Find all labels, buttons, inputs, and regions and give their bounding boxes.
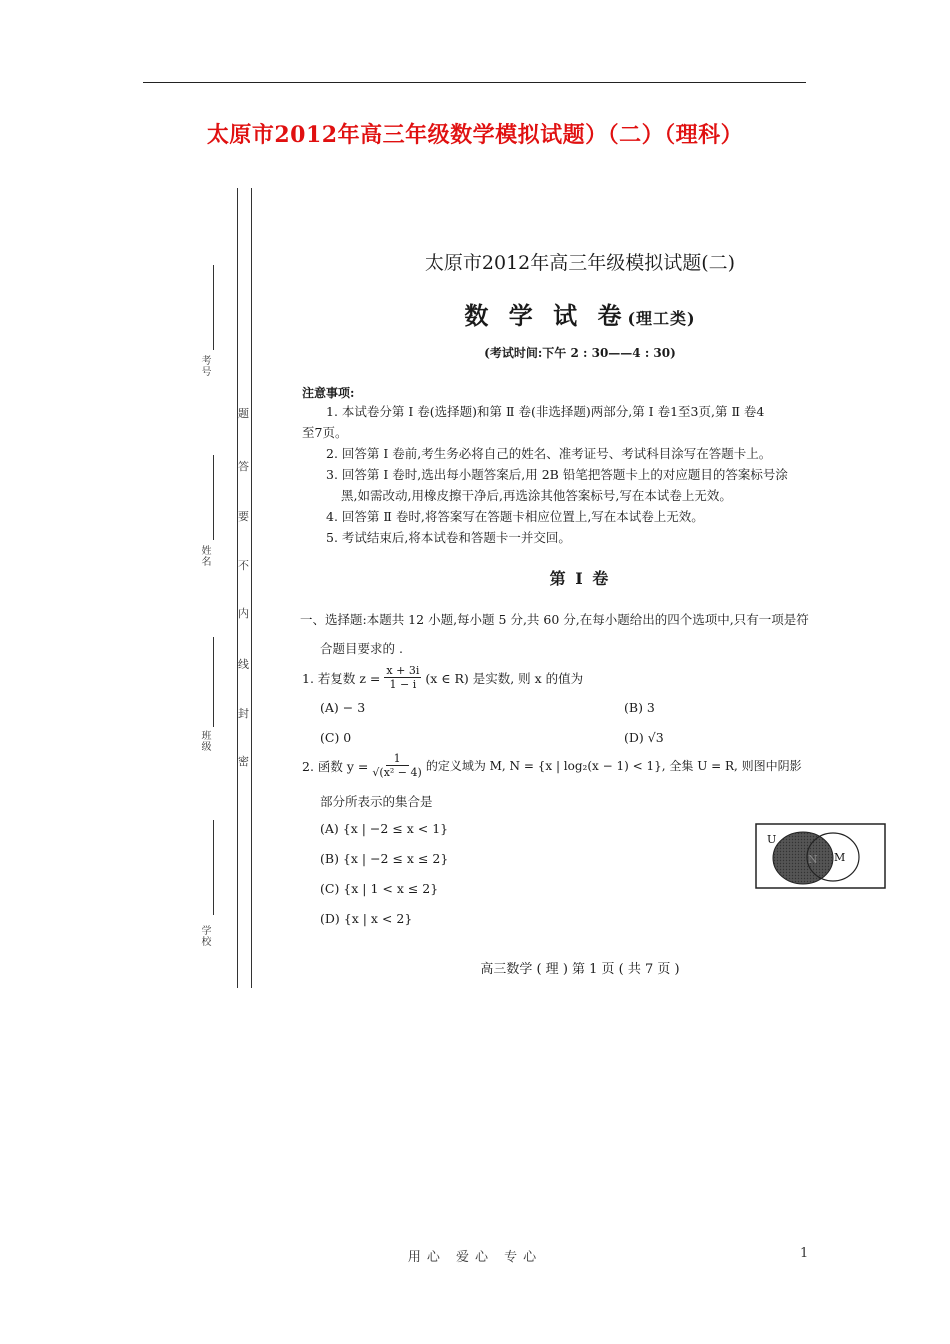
seal-char: 不: [238, 559, 249, 572]
q2-option-b: (B) {x | −2 ≤ x ≤ 2}: [320, 851, 449, 866]
q1-prefix: 1. 若复数 z =: [302, 670, 381, 686]
header-rule: [143, 82, 806, 83]
note-item: 黑,如需改动,用橡皮擦干净后,再选涂其他答案标号,写在本试卷上无效。: [341, 488, 732, 503]
q2-fraction: [372, 752, 421, 779]
q2-option-d: (D) {x | x < 2}: [320, 911, 413, 926]
margin-label-school: 学校: [199, 925, 210, 947]
margin-label-student-id: 考号: [199, 355, 210, 377]
margin-line-right: [251, 188, 252, 988]
name-blank: [213, 455, 214, 540]
q2-prefix: 2. 函数 y =: [302, 758, 369, 774]
venn-set-n: [773, 832, 833, 884]
exam-page-footer: 高三数学 ( 理 ) 第 1 页 ( 共 7 页 ): [480, 962, 680, 977]
seal-char: 封: [238, 707, 249, 720]
seal-char: 线: [238, 658, 249, 671]
q2-line2: 部分所表示的集合是: [320, 794, 433, 809]
q2-option-a: (A) {x | −2 ≤ x < 1}: [320, 821, 449, 836]
venn-m-label: M: [834, 851, 846, 864]
question-2: [302, 752, 867, 779]
note-item: 1. 本试卷分第 Ⅰ 卷(选择题)和第 Ⅱ 卷(非选择题)两部分,第 Ⅰ 卷1至3页,第 Ⅱ 卷4: [326, 404, 765, 419]
section-title: 第 Ⅰ 卷: [549, 569, 611, 588]
q2-numerator: 1: [386, 752, 409, 766]
seal-char: 题: [238, 407, 249, 420]
section-intro-cont: 合题目要求的 .: [320, 641, 403, 656]
venn-diagram: [755, 823, 886, 889]
q1-option-b: (B) 3: [624, 700, 655, 715]
class-blank: [213, 637, 214, 727]
school-blank: [213, 820, 214, 915]
page-footer: 用心 爱心 专心: [407, 1250, 543, 1265]
q1-option-c: (C) 0: [320, 730, 352, 745]
student-id-blank: [213, 265, 214, 350]
note-item: 5. 考试结束后,将本试卷和答题卡一并交回。: [326, 530, 571, 545]
q2-option-c: (C) {x | 1 < x ≤ 2}: [320, 881, 439, 896]
seal-char: 密: [238, 755, 249, 768]
margin-label-class: 班级: [199, 730, 210, 752]
page-number: 1: [800, 1246, 809, 1261]
q1-numerator: x + 3i: [386, 664, 420, 677]
q2-denominator: √(x² − 4): [372, 766, 422, 779]
note-item: 4. 回答第 Ⅱ 卷时,将答案写在答题卡相应位置上,写在本试卷上无效。: [326, 509, 704, 524]
q1-option-a: (A) − 3: [320, 700, 366, 715]
question-1: [302, 664, 583, 691]
seal-char: 内: [238, 607, 249, 620]
section-intro: 一、选择题:本题共 12 小题,每小题 5 分,共 60 分,在每小题给出的四个选项中,只有一项是符: [300, 612, 809, 627]
exam-time: (考试时间:下午 2 : 30——4 : 30): [484, 346, 676, 360]
q1-suffix: (x ∈ R) 是实数, 则 x 的值为: [425, 670, 584, 686]
notes-heading: 注意事项:: [302, 386, 355, 400]
venn-u-label: U: [767, 833, 777, 846]
margin-label-name: 姓名: [199, 545, 210, 567]
margin-line-left: [237, 188, 238, 988]
q2-suffix: 的定义域为 M, N = {x | log₂(x − 1) < 1}, 全集 U = R, 则图中阴影: [425, 759, 802, 773]
venn-n-label: N: [808, 853, 818, 866]
exam-title: 太原市2012年高三年级模拟试题(二): [424, 252, 736, 274]
seal-char: 要: [238, 510, 249, 523]
exam-subject-main: 数 学 试 卷: [464, 301, 628, 330]
seal-char: 答: [238, 460, 249, 473]
q1-denominator: 1 − i: [389, 678, 417, 691]
q1-option-d: (D) √3: [624, 730, 664, 745]
document-title: 太原市2012年高三年级数学模拟试题）（二）（理科）: [206, 122, 744, 148]
exam-subject-category: (理工类): [627, 309, 696, 328]
note-item: 至7页。: [302, 425, 348, 440]
note-item: 2. 回答第 Ⅰ 卷前,考生务必将自己的姓名、准考证号、考试科目涂写在答题卡上。: [326, 446, 772, 461]
q1-fraction: [384, 664, 421, 691]
note-item: 3. 回答第 Ⅰ 卷时,选出每小题答案后,用 2B 铅笔把答题卡上的对应题目的答案标号涂: [326, 467, 788, 482]
exam-subject: [300, 296, 860, 331]
